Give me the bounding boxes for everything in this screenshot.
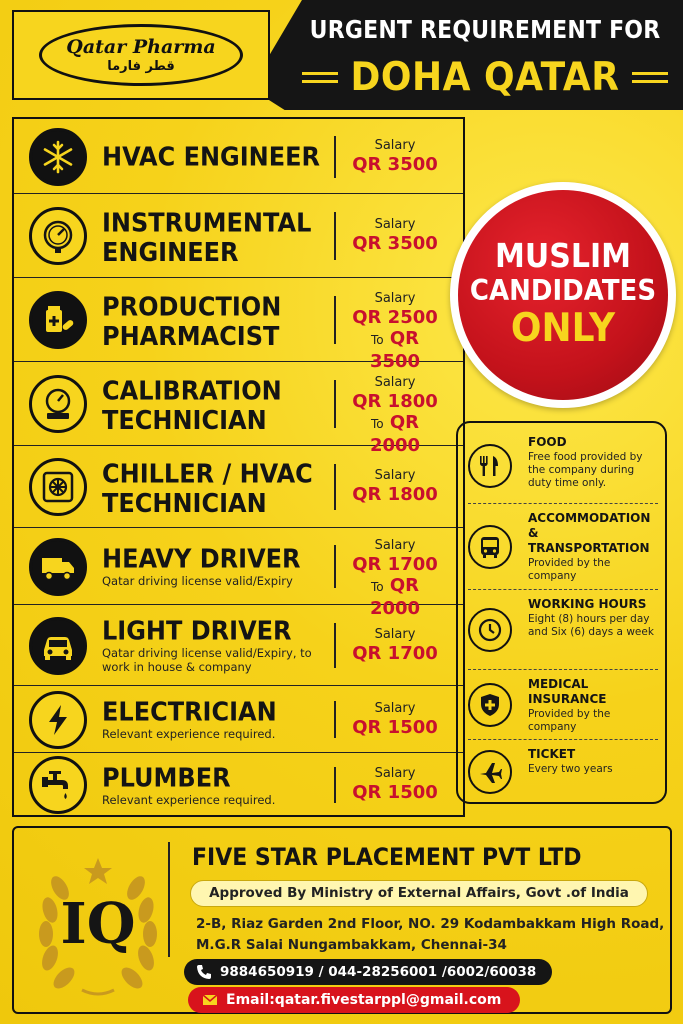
bus-icon [468, 525, 512, 569]
job-row [14, 446, 463, 528]
salary-block [344, 766, 446, 803]
muslim-candidates-badge [450, 182, 676, 408]
clock-icon [468, 608, 512, 652]
badge-line-2: CANDIDATES [469, 274, 657, 308]
footer-divider [168, 842, 170, 957]
job-title: PLUMBER [102, 762, 231, 793]
benefit-separator [468, 503, 658, 504]
benefit-text [528, 677, 660, 734]
salary-value: QR 1700 [352, 553, 438, 575]
salary-to-value: QR 2000 [369, 574, 421, 619]
job-text [102, 291, 337, 352]
decor-bars-left [302, 72, 338, 83]
salary-divider [334, 296, 336, 343]
email-pill[interactable] [188, 987, 520, 1013]
job-row [14, 753, 463, 817]
job-text [102, 545, 337, 588]
decor-bars-right [632, 72, 668, 83]
salary-block [344, 291, 446, 372]
benefit-item [466, 673, 658, 737]
salary-label: Salary [374, 291, 416, 306]
salary-value: QR 1500 [352, 782, 438, 803]
faucet-icon [29, 756, 87, 814]
salary-value: QR 1500 [352, 716, 438, 738]
envelope-icon [202, 992, 218, 1008]
salary-divider [334, 464, 336, 510]
phone-icon [196, 964, 212, 980]
salary-divider [334, 212, 336, 259]
benefit-separator [468, 669, 658, 670]
salary-block [344, 138, 446, 175]
job-text [102, 698, 337, 741]
salary-label: Salary [374, 537, 416, 553]
qatar-pharma-logo [12, 10, 270, 100]
phone-numbers: 9884650919 / 044-28256001 /6002/60038 [220, 964, 537, 980]
job-text [102, 764, 337, 807]
lightning-icon [29, 691, 87, 749]
salary-divider [334, 136, 336, 178]
salary-to-word: To [370, 333, 384, 347]
benefit-description: Provided by the company [528, 557, 611, 582]
benefit-description: Provided by the company [528, 708, 611, 733]
benefit-title: WORKING HOURS [528, 597, 647, 611]
salary-divider [334, 767, 336, 803]
salary-divider [334, 380, 336, 427]
job-title: INSTRUMENTAL ENGINEER [102, 207, 312, 268]
job-row [14, 605, 463, 686]
email-address: Email:qatar.fivestarppl@gmail.com [226, 992, 502, 1008]
agency-footer [12, 826, 672, 1014]
job-title: CALIBRATION TECHNICIAN [102, 375, 282, 436]
benefit-text [528, 435, 660, 490]
job-requirement: Qatar driving license valid/Expiry, to work in house & company [102, 646, 312, 674]
benefit-item [466, 507, 658, 587]
benefit-title: TICKET [528, 747, 576, 761]
benefit-title: ACCOMMODATION & TRANSPORTATION [528, 511, 651, 555]
chiller-icon [29, 458, 87, 516]
job-text [102, 617, 337, 674]
salary-to-value: QR 3500 [369, 328, 421, 372]
salary-value: QR 3500 [352, 153, 438, 175]
headline-urgent: URGENT REQUIREMENT FOR [309, 16, 661, 45]
phone-pill[interactable] [184, 959, 552, 985]
salary-to-word: To [370, 417, 384, 431]
benefit-item [466, 743, 658, 801]
wreath-letters: IQ [60, 891, 136, 957]
salary-block [344, 701, 446, 738]
salary-to-value: QR 2000 [369, 412, 421, 456]
salary-value: QR 1800 [352, 391, 438, 412]
truck-icon [29, 538, 87, 596]
job-requirement: Qatar driving license valid/Expiry [102, 574, 293, 588]
job-row [14, 362, 463, 456]
car-icon [29, 617, 87, 675]
approval-banner: Approved By Ministry of External Affairs, Govt .of India [190, 880, 648, 907]
salary-block [344, 468, 446, 505]
salary-label: Salary [374, 137, 416, 153]
benefit-item [466, 593, 658, 667]
salary-block [344, 627, 446, 664]
benefit-item [466, 431, 658, 501]
benefit-separator [468, 739, 658, 740]
salary-label: Salary [374, 626, 416, 642]
job-row [14, 528, 463, 619]
address-line-1: 2-B, Riaz Garden 2nd Floor, NO. 29 Kodambakkam High Road, [196, 916, 665, 932]
salary-label: Salary [374, 700, 416, 716]
benefit-title: MEDICAL INSURANCE [528, 677, 607, 706]
medicine-icon [29, 291, 87, 349]
laurel-wreath-logo [32, 848, 164, 998]
salary-label: Salary [374, 217, 416, 232]
benefit-description: Every two years [528, 763, 613, 775]
job-row [14, 686, 463, 753]
jobs-panel [12, 117, 465, 817]
job-title: ELECTRICIAN [102, 696, 277, 728]
salary-value: QR 1700 [352, 642, 438, 664]
logo-arabic-text: قطر فارما [107, 59, 175, 74]
benefit-text [528, 511, 660, 583]
salary-label: Salary [374, 766, 416, 781]
job-title: LIGHT DRIVER [102, 615, 292, 647]
meter-icon [29, 375, 87, 433]
salary-value: QR 3500 [352, 233, 438, 254]
salary-value: QR 1800 [352, 484, 438, 505]
job-text [102, 141, 337, 173]
company-name: FIVE STAR PLACEMENT PVT LTD [192, 844, 582, 872]
job-row [14, 119, 463, 194]
salary-block [344, 375, 446, 456]
fork-knife-icon [468, 444, 512, 488]
company-address [196, 914, 666, 956]
logo-oval [39, 24, 243, 86]
job-row [14, 278, 463, 372]
benefit-separator [468, 589, 658, 590]
job-requirement: Relevant experience required. [102, 792, 276, 807]
job-title: CHILLER / HVAC TECHNICIAN [102, 458, 313, 519]
benefit-text [528, 747, 660, 776]
salary-divider [334, 623, 336, 668]
job-text [102, 458, 337, 519]
benefit-title: FOOD [528, 435, 567, 449]
benefit-description: Eight (8) hours per day and Six (6) days a week [528, 613, 654, 638]
benefit-description: Free food provided by the company during duty time only. [528, 451, 643, 489]
snowflake-icon [29, 128, 87, 186]
salary-divider [334, 545, 336, 588]
salary-divider [334, 701, 336, 739]
address-line-2: M.G.R Salai Nungambakkam, Chennai-34 [196, 937, 507, 953]
job-title: HEAVY DRIVER [102, 543, 301, 575]
badge-inner [458, 190, 668, 400]
benefit-text [528, 597, 660, 639]
headline-city: DOHA QATAR [350, 54, 620, 100]
job-text [102, 207, 337, 268]
badge-line-1: MUSLIM [495, 237, 631, 276]
salary-label: Salary [374, 468, 416, 483]
benefits-panel [456, 421, 667, 804]
salary-value: QR 2500 [352, 307, 438, 328]
gauge-icon [29, 207, 87, 265]
airplane-icon [468, 750, 512, 794]
job-requirement: Relevant experience required. [102, 727, 276, 741]
salary-to-word: To [370, 579, 384, 594]
badge-line-3: ONLY [510, 305, 616, 351]
shield-plus-icon [468, 683, 512, 727]
salary-label: Salary [374, 375, 416, 390]
job-text [102, 375, 337, 436]
job-title: HVAC ENGINEER [102, 141, 321, 173]
salary-block [344, 217, 446, 254]
job-row [14, 194, 463, 278]
logo-english-text: Qatar Pharma [66, 36, 216, 58]
job-title: PRODUCTION PHARMACIST [102, 291, 282, 352]
headline-city-row [300, 52, 670, 102]
